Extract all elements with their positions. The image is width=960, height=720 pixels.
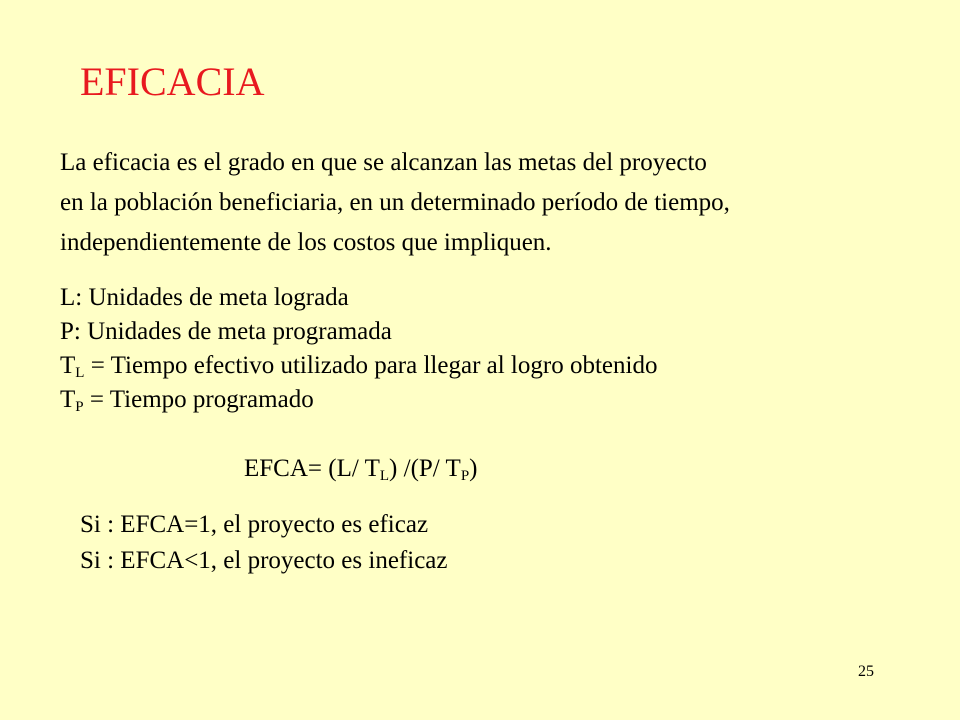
variable-tp-text: = Tiempo programado — [83, 386, 314, 413]
page-number: 25 — [858, 663, 874, 680]
formula-part-1: EFCA= (L/ T — [244, 455, 380, 482]
definition-line-1: La eficacia es el grado en que se alcanzan las metas del proyecto — [60, 149, 707, 176]
formula-sub-1: L — [379, 468, 390, 484]
variable-tp-symbol: T — [60, 386, 76, 413]
condition-inefficacious: Si : EFCA<1, el proyecto es ineficaz — [80, 547, 448, 574]
definition-paragraph — [60, 143, 940, 263]
conditions — [80, 507, 447, 579]
condition-efficacious: Si : EFCA=1, el proyecto es eficaz — [80, 511, 429, 538]
variable-p: P: Unidades de meta programada — [60, 318, 392, 345]
variable-l: L: Unidades de meta lograda — [60, 284, 349, 311]
variable-tl-text: = Tiempo efectivo utilizado para llegar al logro obtenido — [84, 352, 658, 379]
definition-line-2: en la población beneficiaria, en un determinado período de tiempo, — [60, 189, 730, 216]
formula-part-2: ) /(P/ T — [389, 455, 461, 482]
formula-part-3: ) — [469, 455, 478, 482]
definition-line-3: independientemente de los costos que impliquen. — [60, 229, 552, 256]
variable-tl — [60, 349, 940, 383]
slide-title: EFICACIA — [80, 59, 265, 104]
efficacy-formula — [244, 452, 477, 486]
variable-tl-subscript: L — [75, 365, 85, 381]
formula-sub-2: P — [460, 468, 470, 484]
variable-tp-subscript: P — [75, 399, 84, 415]
variable-tl-symbol: T — [60, 352, 76, 379]
variable-tp — [60, 383, 940, 417]
variable-definitions — [60, 281, 940, 417]
